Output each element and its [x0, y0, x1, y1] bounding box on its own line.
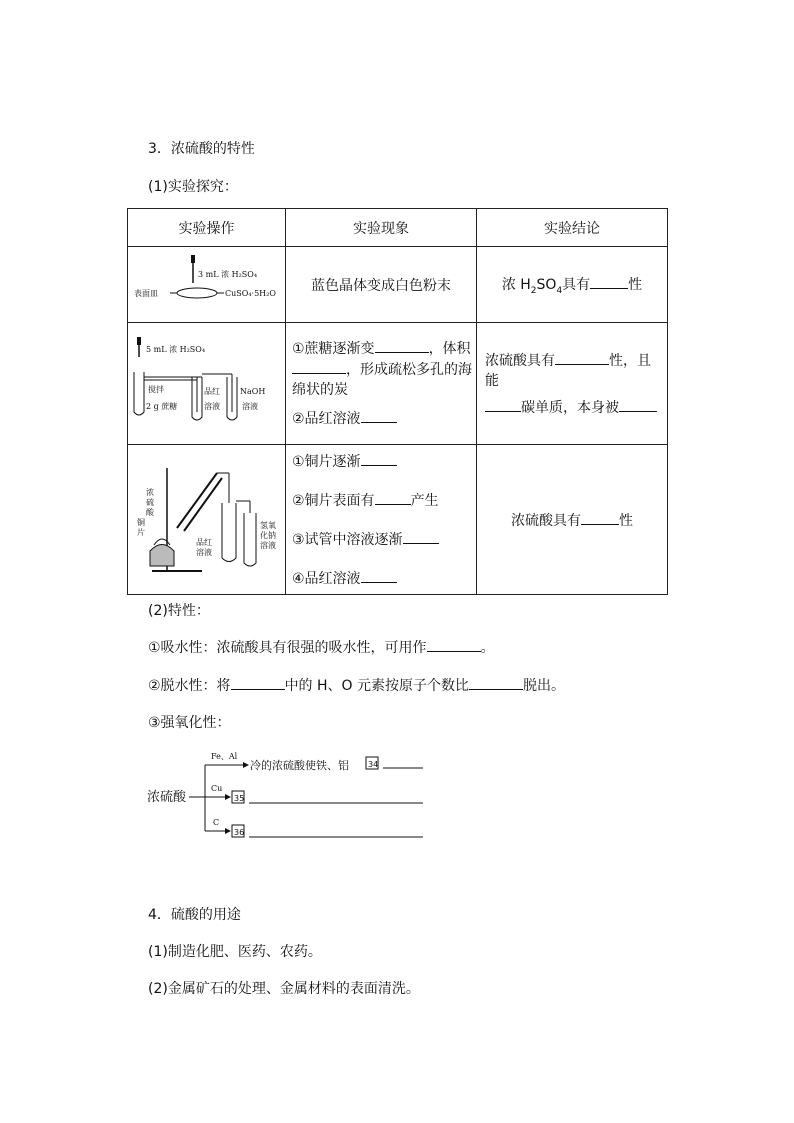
- row3-conclusion-cell: [477, 445, 668, 595]
- box-36: 36: [234, 828, 245, 837]
- section4-item1: (1)制造化肥、医药、农药。: [148, 944, 322, 960]
- label-nong: 浓: [146, 487, 154, 497]
- row3-phen-2a: ②铜片表面有: [292, 492, 375, 509]
- label-solution-2: 溶液: [260, 540, 276, 550]
- row1-concl-text-b: SO: [536, 276, 557, 293]
- section3-title: 3．浓硫酸的特性: [148, 141, 255, 157]
- row2-phen-2: ②品红溶液: [292, 411, 361, 427]
- row2-phen-blank-3[interactable]: [361, 408, 397, 423]
- p2-text-c: 脱出。: [523, 678, 566, 694]
- oxidation-diagram: [145, 745, 435, 845]
- row3-phen-4: ④品红溶液: [292, 570, 361, 587]
- row2-concl-1b: 性，且能: [485, 352, 651, 389]
- row2-concl-blank-1[interactable]: [555, 350, 609, 365]
- row1-conclusion: [477, 247, 668, 323]
- row3-phen-2b: 产生: [410, 492, 439, 509]
- row2-concl-blank-2[interactable]: [485, 397, 521, 412]
- row2-phen-1b: ，体积: [428, 341, 471, 357]
- row1-concl-text-c: 具有: [562, 276, 591, 293]
- row1-concl-text-a: 浓 H: [501, 276, 531, 293]
- row2-phen-blank-2[interactable]: [292, 359, 346, 374]
- header-conclusion: 实验结论: [477, 209, 668, 247]
- p2-text-a: ②脱水性：将: [148, 678, 231, 694]
- branch1-label: Fe、Al: [211, 752, 238, 761]
- table-row: [128, 247, 668, 323]
- label-qingyang: 氢氧: [260, 520, 276, 530]
- row3-phen-blank-1[interactable]: [361, 451, 397, 466]
- box-34: 34: [368, 760, 379, 769]
- row1-concl-sub2: 4: [556, 285, 563, 296]
- label-3ml-h2so4: 3 mL 浓 H₂SO₄: [198, 269, 258, 279]
- section4-item2: (2)金属矿石的处理、金属材料的表面清洗。: [148, 981, 420, 997]
- box-35: 35: [234, 794, 245, 803]
- copper-apparatus-figure: [132, 453, 280, 583]
- label-huana: 化钠: [260, 530, 276, 540]
- label-suan: 酸: [146, 507, 154, 517]
- branch3-label: C: [213, 818, 220, 827]
- watch-glass-apparatus-figure: [132, 253, 280, 313]
- p1-blank[interactable]: [427, 637, 481, 652]
- p1-text-a: ①吸水性：浓硫酸具有很强的吸水性，可用作: [148, 640, 427, 656]
- label-liu: 硫: [146, 497, 154, 507]
- property-water-absorption: [148, 637, 495, 657]
- section3-sub1: (1)实验探究：: [148, 179, 238, 195]
- label-naoh: NaOH: [240, 386, 266, 396]
- row2-concl-1a: 浓硫酸具有: [485, 352, 555, 369]
- p1-text-b: 。: [480, 640, 495, 656]
- row2-apparatus-cell: [128, 323, 286, 445]
- row2-concl-2a: 碳单质，本身被: [521, 399, 619, 416]
- experiment-table: [127, 208, 668, 595]
- label-cuso4: CuSO₄·5H₂O: [225, 288, 276, 298]
- property-dehydration: [148, 675, 565, 695]
- label-2g-sucrose: 2 g 蔗糖: [146, 401, 178, 411]
- header-operation: 实验操作: [128, 209, 286, 247]
- row1-concl-blank[interactable]: [590, 274, 628, 289]
- label-pian: 片: [137, 527, 145, 537]
- row1-phenomenon: 蓝色晶体变成白色粉末: [286, 247, 477, 323]
- table-header-row: [128, 209, 668, 247]
- label-watch-glass: 表面皿: [134, 288, 158, 298]
- row3-phen-blank-4[interactable]: [361, 568, 397, 583]
- row3-concl-b: 性: [619, 512, 633, 529]
- row3-concl-blank[interactable]: [581, 510, 619, 525]
- row1-concl-sub1: 2: [530, 285, 537, 296]
- row2-concl-blank-3[interactable]: [619, 397, 657, 412]
- row2-phen-1a: ①蔗糖逐渐变: [292, 341, 375, 357]
- sucrose-apparatus-figure: [132, 332, 280, 432]
- row3-phen-1: ①铜片逐渐: [292, 453, 361, 470]
- table-row: [128, 323, 668, 445]
- row2-phen-blank-1[interactable]: [375, 338, 429, 353]
- label-solution-2: 溶液: [242, 401, 258, 411]
- label-solution-1: 溶液: [204, 401, 220, 411]
- row2-phenomenon-cell: [286, 323, 477, 445]
- row3-phen-3: ③试管中溶液逐渐: [292, 531, 403, 548]
- label-stir: 搅拌: [148, 384, 164, 394]
- label-solution-1: 溶液: [196, 547, 212, 557]
- label-magenta: 品红: [204, 386, 220, 396]
- row3-phenomenon-cell: [286, 445, 477, 595]
- property-strong-oxidation: ③强氧化性：: [148, 715, 231, 731]
- branch1-text: 冷的浓硫酸使铁、铝: [250, 759, 349, 772]
- row3-phen-blank-2[interactable]: [375, 490, 411, 505]
- p2-text-b: 中的 H、O 元素按原子个数比: [284, 678, 470, 694]
- p2-blank-1[interactable]: [231, 675, 285, 690]
- section4-title: 4．硫酸的用途: [148, 907, 241, 923]
- header-phenomenon: 实验现象: [286, 209, 477, 247]
- row2-phen-1d: 绵状的炭: [292, 382, 348, 398]
- row3-apparatus-cell: [128, 445, 286, 595]
- row2-conclusion-cell: [477, 323, 668, 445]
- row1-concl-text-d: 性: [628, 276, 643, 293]
- section3-sub2: (2)特性：: [148, 603, 210, 619]
- label-magenta: 品红: [196, 537, 212, 547]
- label-tong: 铜: [137, 517, 145, 527]
- row1-apparatus-cell: [128, 247, 286, 323]
- table-row: [128, 445, 668, 595]
- p2-blank-2[interactable]: [469, 675, 523, 690]
- row3-concl-a: 浓硫酸具有: [511, 512, 581, 529]
- row2-phen-1c: ，形成疏松多孔的海: [346, 362, 472, 378]
- row3-phen-blank-3[interactable]: [403, 529, 439, 544]
- diagram-root-label: 浓硫酸: [147, 790, 187, 805]
- label-5ml-h2so4: 5 mL 浓 H₂SO₄: [146, 344, 206, 354]
- branch2-label: Cu: [211, 784, 223, 793]
